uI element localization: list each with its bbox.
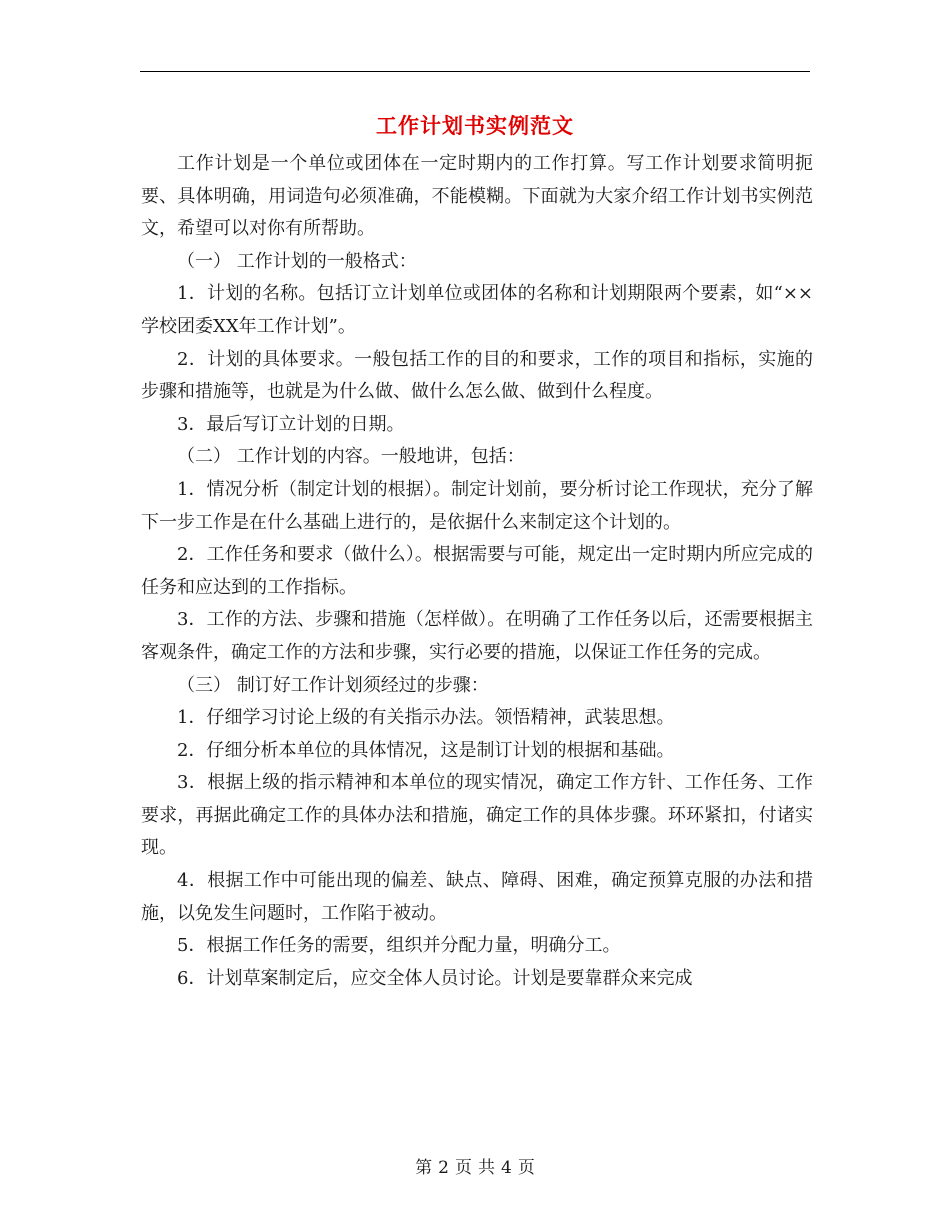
document-body bbox=[141, 148, 813, 995]
header-rule bbox=[140, 71, 810, 72]
list-item: 2．仔细分析本单位的具体情况，这是制订计划的根据和基础。 bbox=[177, 739, 675, 761]
list-item: 3．根据上级的指示精神和本单位的现实情况，确定工作方针、工作任务、工作要求，再据此确定工作的具体办法和措施，确定工作的具体步骤。环环紧扣，付诸实现。 bbox=[141, 772, 813, 859]
footer-prefix: 第 bbox=[415, 1158, 433, 1178]
section-heading-1: （一） 工作计划的一般格式： bbox=[177, 250, 417, 272]
section-heading-3: （三） 制订好工作计划须经过的步骤： bbox=[177, 674, 489, 696]
list-item: 1．仔细学习讨论上级的有关指示办法。领悟精神，武装思想。 bbox=[177, 707, 675, 729]
list-item: 3．最后写订立计划的日期。 bbox=[177, 413, 405, 435]
document-title: 工作计划书实例范文 bbox=[376, 113, 574, 138]
list-item: 2．计划的具体要求。一般包括工作的目的和要求，工作的项目和指标，实施的步骤和措施等，也就是为什么做、做什么怎么做、做到什么程度。 bbox=[141, 348, 813, 403]
current-page-number: 2 bbox=[438, 1158, 449, 1178]
page-footer bbox=[0, 1153, 950, 1178]
footer-page-word: 页 bbox=[455, 1158, 472, 1178]
list-item: 1．计划的名称。包括订立计划单位或团体的名称和计划期限两个要素，如“××学校团委XX年工作计划”。 bbox=[141, 283, 813, 337]
list-item: 4．根据工作中可能出现的偏差、缺点、障碍、困难，确定预算克服的办法和措施，以免发生问题时，工作陷于被动。 bbox=[141, 870, 813, 924]
section-heading-2: （二） 工作计划的内容。一般地讲，包括： bbox=[177, 446, 525, 468]
list-item: 2．工作任务和要求（做什么）。根据需要与可能，规定出一定时期内所应完成的任务和应达到的工作指标。 bbox=[141, 544, 813, 598]
footer-suffix: 页 bbox=[517, 1158, 535, 1178]
intro-paragraph: 工作计划是一个单位或团体在一定时期内的工作打算。写工作计划要求简明扼要、具体明确，用词造句必须准确，不能模糊。下面就为大家介绍工作计划书实例范文，希望可以对你有所帮助。 bbox=[141, 153, 813, 240]
list-item: 6．计划草案制定后，应交全体人员讨论。计划是要靠群众来完成 bbox=[177, 967, 693, 989]
footer-total-word: 共 bbox=[478, 1158, 495, 1178]
list-item: 3．工作的方法、步骤和措施（怎样做）。在明确了工作任务以后，还需要根据主客观条件，确定工作的方法和步骤，实行必要的措施，以保证工作任务的完成。 bbox=[141, 609, 813, 663]
total-pages-number: 4 bbox=[501, 1158, 512, 1178]
list-item: 5．根据工作任务的需要，组织并分配力量，明确分工。 bbox=[177, 935, 621, 957]
list-item: 1．情况分析（制定计划的根据）。制定计划前，要分析讨论工作现状，充分了解下一步工作是在什么基础上进行的，是依据什么来制定这个计划的。 bbox=[141, 478, 813, 533]
